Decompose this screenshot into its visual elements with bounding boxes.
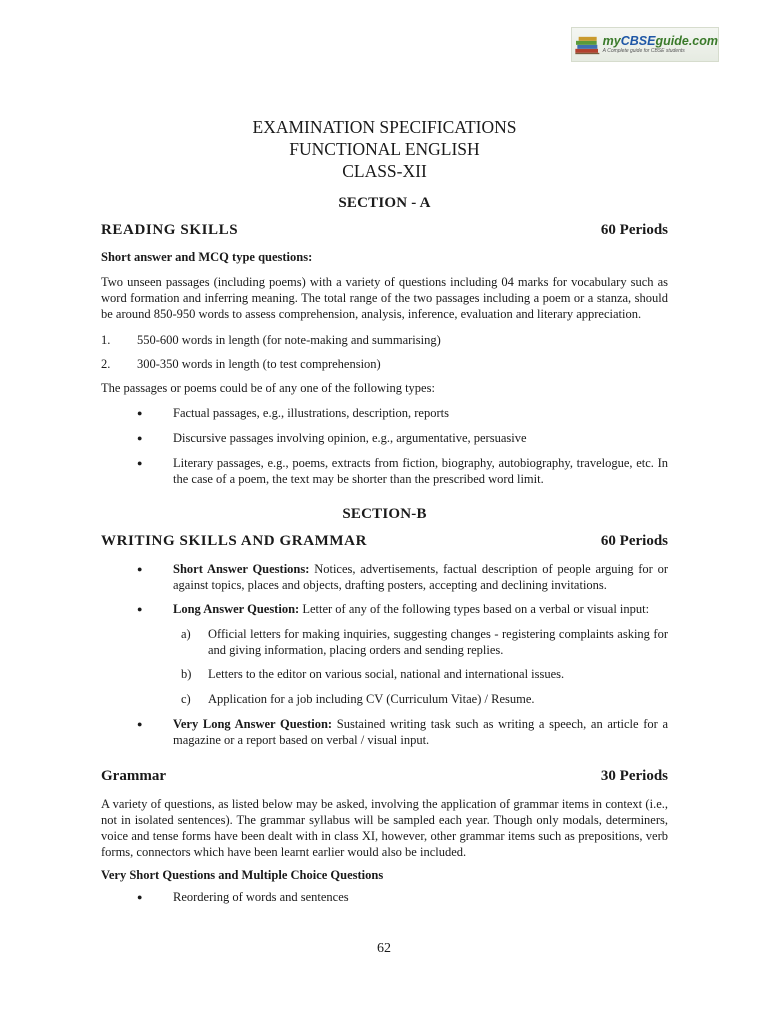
- grammar-intro: A variety of questions, as listed below may be asked, involving the application of grammar items in context (i.e., not in isolated sentences). The grammar syllabus will be sampled each year. Though only modals, determiners, voice and tense forms have been dealt with in class XI, however, other grammar items such as prepositions, verb forms, connectors which have been learnt earlier would also be included.: [101, 797, 668, 859]
- grammar-periods: 30 Periods: [600, 768, 668, 784]
- letter-type-item: c) Application for a job including CV (Curriculum Vitae) / Resume.: [181, 692, 535, 706]
- bullet-dot-icon: ●: [137, 604, 143, 614]
- logo-name: myCBSEguide.com: [602, 33, 718, 48]
- long-answer-item: ● Long Answer Question: Letter of any of the following types based on a verbal or visual input:: [137, 602, 650, 616]
- bullet-dot-icon: ●: [137, 408, 143, 418]
- class-title: CLASS-XII: [342, 161, 427, 181]
- reading-skills-heading-row: [101, 222, 668, 239]
- writing-skills-heading-row: [101, 533, 668, 550]
- bullet-item: ● Reordering of words and sentences: [137, 890, 349, 904]
- section-a-label: SECTION - A: [338, 195, 431, 211]
- grammar-heading: Grammar: [101, 768, 166, 784]
- books-icon: [574, 29, 601, 60]
- reading-skills-heading: READING SKILLS: [101, 222, 239, 238]
- bullet-dot-icon: ●: [137, 719, 143, 729]
- writing-skills-heading: WRITING SKILLS AND GRAMMAR: [101, 533, 368, 549]
- passage-types-intro: The passages or poems could be of any one of the following types:: [101, 381, 435, 395]
- reading-intro: Two unseen passages (including poems) with a variety of questions including 04 marks for vocabulary such as word formation and inferring meaning. The total range of the two passages including a poem or a stanza, should be around 850-950 words to assess comprehension, analysis, inference, evaluation and literary appreciation.: [101, 275, 668, 321]
- short-answer-item: ● Short Answer Questions: Notices, advertisements, factual description of people arguing for or against topics, places and objects, drafting posters, accepting and declining invitations.: [137, 562, 668, 592]
- very-long-answer-item: ● Very Long Answer Question: Sustained writing task such as writing a speech, an article for a magazine or a report based on verbal / visual input.: [137, 717, 668, 747]
- subject-title: FUNCTIONAL ENGLISH: [289, 139, 480, 159]
- bullet-dot-icon: ●: [137, 433, 143, 443]
- bullet-dot-icon: ●: [137, 892, 143, 902]
- bullet-item: ● Discursive passages involving opinion, e.g., argumentative, persuasive: [137, 431, 527, 445]
- letter-type-item: a) Official letters for making inquiries, suggesting changes - registering complaints asking for and giving information, placing orders and sending replies.: [181, 627, 668, 657]
- letter-type-item: b) Letters to the editor on various social, national and international issues.: [181, 667, 565, 681]
- page-number: 62: [377, 941, 391, 956]
- site-logo: [571, 27, 719, 62]
- doc-title: EXAMINATION SPECIFICATIONS: [252, 117, 517, 137]
- reading-subheading: Short answer and MCQ type questions:: [101, 250, 313, 264]
- section-b-label: SECTION-B: [342, 506, 427, 522]
- bullet-item: ● Literary passages, e.g., poems, extracts from fiction, biography, autobiography, travelogue, etc. In the case of a poem, the text may be shorter than the prescribed word limit.: [137, 456, 668, 486]
- logo-tagline: A Complete guide for CBSE students: [602, 48, 685, 55]
- bullet-dot-icon: ●: [137, 458, 143, 468]
- writing-skills-periods: 60 Periods: [600, 533, 668, 549]
- reading-skills-periods: 60 Periods: [600, 222, 668, 238]
- grammar-subheading: Very Short Questions and Multiple Choice Questions: [101, 868, 384, 882]
- bullet-dot-icon: ●: [137, 564, 143, 574]
- grammar-heading-row: [101, 768, 668, 785]
- bullet-item: ● Factual passages, e.g., illustrations, description, reports: [137, 406, 449, 420]
